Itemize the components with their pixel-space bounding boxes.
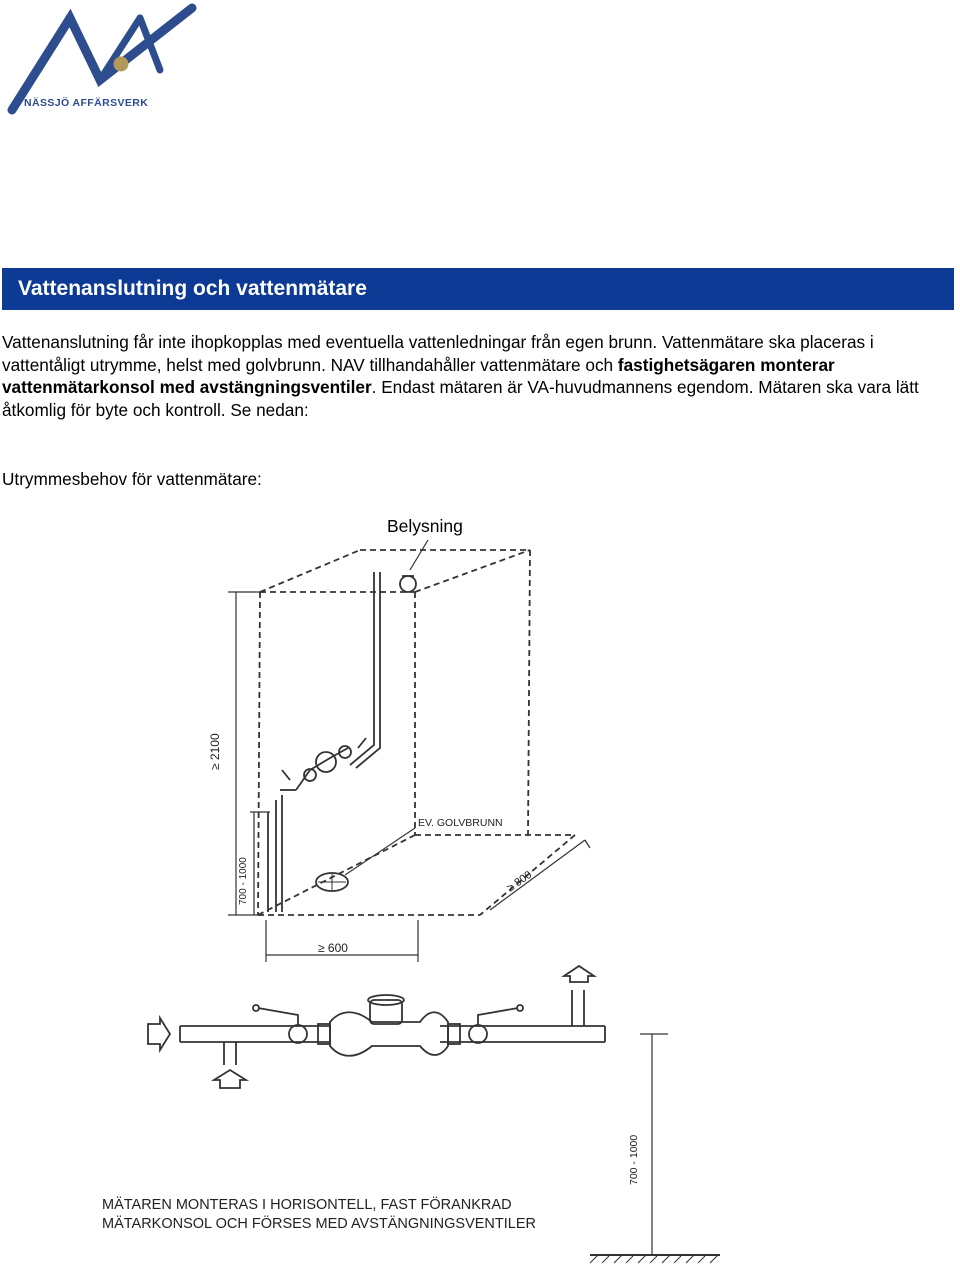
up-arrow-icon: [214, 1070, 246, 1088]
dim-pipe-height-label: 700 - 1000: [238, 857, 249, 905]
page-title: Vattenanslutning och vattenmätare: [18, 277, 367, 300]
dim-width-label: ≥ 600: [318, 941, 348, 955]
caption-line-1: MÄTAREN MONTERAS I HORISONTELL, FAST FÖRANKRAD: [102, 1197, 512, 1213]
section-banner: [2, 268, 954, 310]
dim-height-label: ≥ 2100: [208, 733, 222, 770]
intro-text-2: . Endast mätaren är VA-huvudmannens egendom. Mätaren ska vara lätt åtkomlig för byte och kontroll. Se nedan:: [2, 377, 919, 420]
meter-height-dimension: [640, 1034, 668, 1255]
intro-text-1: Vattenanslutning får inte ihopkopplas med eventuella vattenledningar från egen brunn. Vattenmätare ska placeras i vattentåligt utrymme, helst med golvbrunn. NAV tillhandahåller vattenmätare och: [2, 332, 874, 375]
dim-depth-label: ≥ 800: [504, 868, 535, 895]
intro-paragraph: [2, 331, 952, 421]
meter-assembly-angled: [280, 738, 366, 790]
inlet-arrow-icon: [148, 1018, 170, 1050]
outlet-arrow-icon: [564, 966, 594, 982]
dim-meter-height-label: 700 - 1000: [628, 1134, 640, 1185]
installation-drawing: [0, 530, 960, 1271]
intro-text-bold: fastighetsägaren monterar vattenmätarkonsol med avstängningsventiler: [2, 354, 835, 397]
light-pointer: [410, 540, 428, 570]
light-icon: [400, 576, 416, 592]
depth-dimension: [490, 840, 590, 910]
section-label: Utrymmesbehov för vattenmätare:: [2, 469, 262, 489]
caption-line-2: MÄTARKONSOL OCH FÖRSES MED AVSTÄNGNINGSVENTILER: [102, 1216, 536, 1232]
room-outline: [258, 550, 575, 915]
logo-text: NÄSSJÖ AFFÄRSVERK: [24, 97, 149, 109]
height-dimension: [228, 592, 270, 915]
light-label: Belysning: [387, 516, 463, 536]
meter-assembly-horizontal: [180, 990, 605, 1065]
company-logo: [0, 0, 210, 120]
supply-pipe: [350, 572, 374, 765]
floor-line: [590, 1255, 720, 1263]
drain-label: EV. GOLVBRUNN: [418, 817, 503, 829]
